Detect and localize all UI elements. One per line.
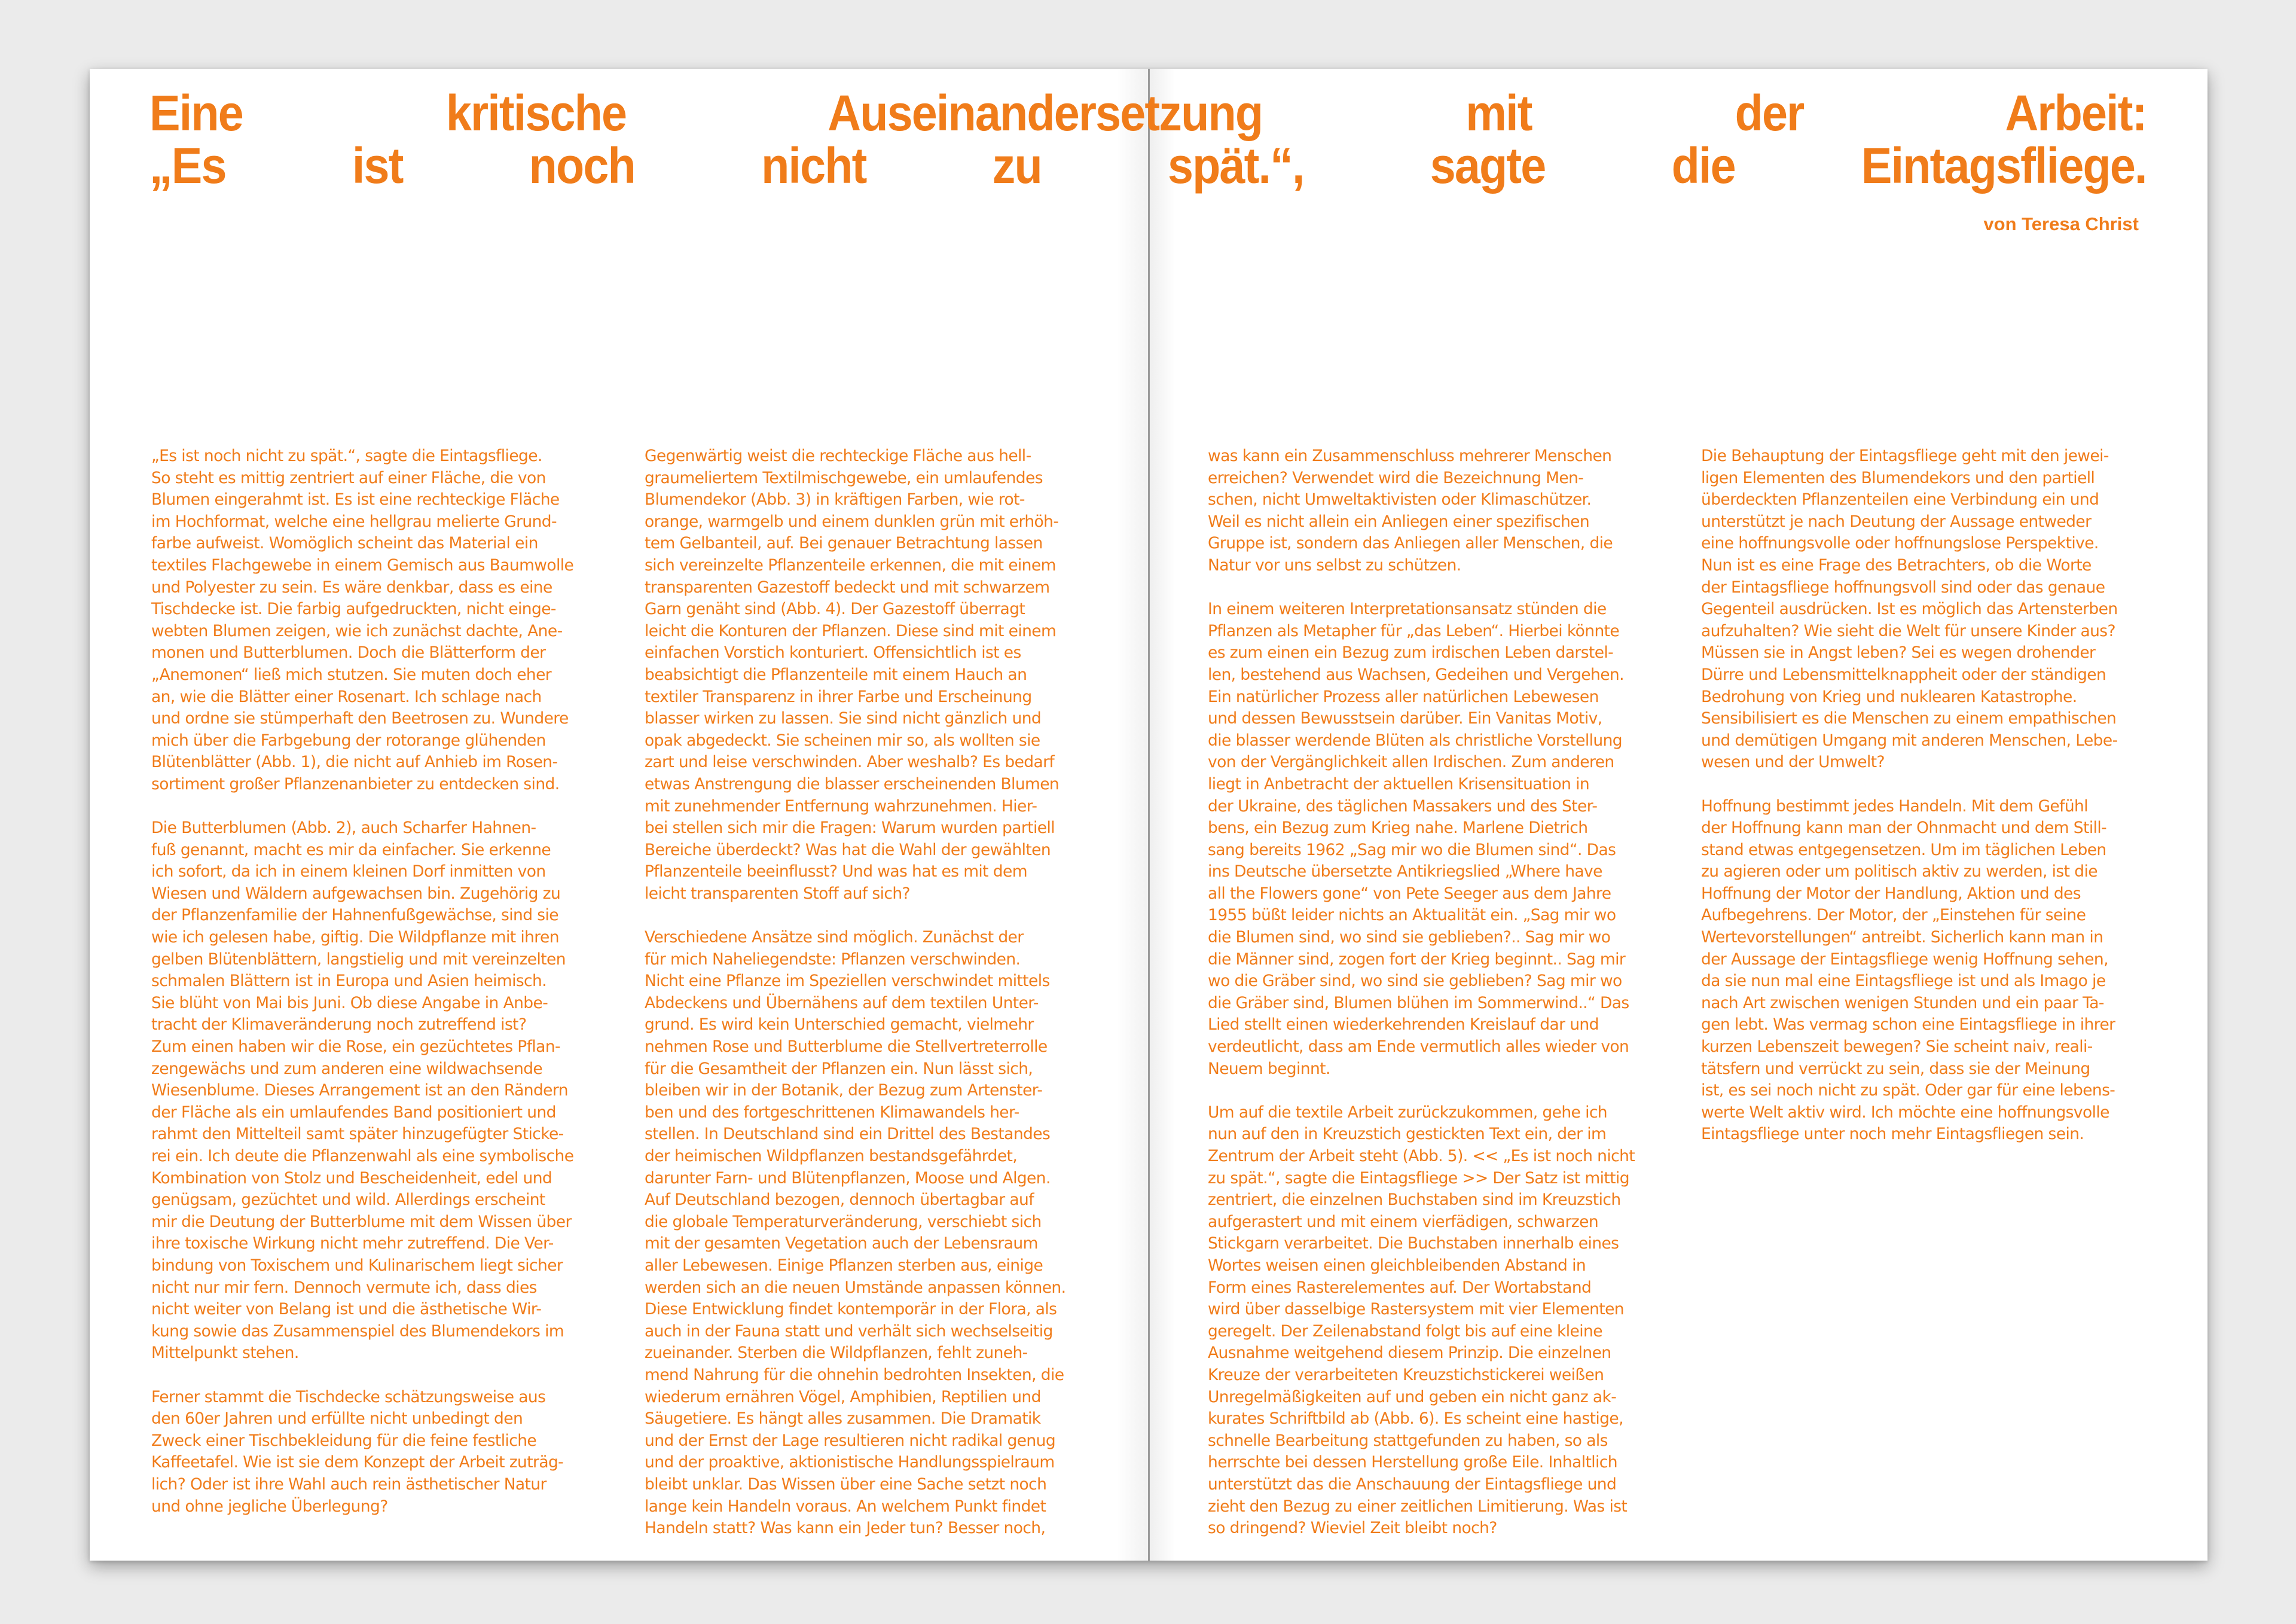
paragraph: Hoffnung bestimmt jedes Handeln. Mit dem Gefühl der Hoffnung kann man der Ohnmacht und dem Still- stand etwas entgegensetzen. Um im täglichen Leben zu agieren oder um politisch aktiv zu werden, ist die Hoffnung der Motor der Handlung, Aktion und des Aufbegehrens. Der Motor, der „Einstehen für seine Wertevorstellungen“ antreibt. Sicherlich kann man in der Aussage der Eintagsfliege wenig Hoffnung sehen, da sie nun mal eine Eintagsfliege ist und als Imago je nach Art zwischen wenigen Stunden und ein paar Ta- gen lebt. Was vermag schon eine Eintagsfliege in ihrer kurzen Lebenszeit bewegen? Sie scheint naiv, reali- tätsfern und verrückt zu sein, dass sie der Meinung ist, es sei noch nicht zu spät. Oder gar für eine lebens- werte Welt aktiv wird. Ich möchte eine hoffnungsvolle Eintagsfliege unter noch mehr Eintagsfliegen sein. xyxy=(1701,796,2115,1144)
text-column-4 xyxy=(1701,445,2155,1168)
headline-text-2: „Es ist noch nicht zu spät.“, sagte die Eintagsfliege. xyxy=(149,138,2147,194)
paragraph: was kann ein Zusammenschluss mehrerer Menschen erreichen? Verwendet wird die Bezeichnung Men- schen, nicht Umweltaktivisten oder Klimaschützer. Weil es nicht allein ein Anliegen einer spezifischen Gruppe ist, sondern das Anliegen aller Menschen, die Natur vor uns selbst zu schützen. xyxy=(1208,447,1613,575)
page-gutter xyxy=(1148,69,1150,1561)
paragraph: Gegenwärtig weist die rechteckige Fläche aus hell- graumeliertem Textilmischgewebe, ein umlaufendes Blumendekor (Abb. 3) in kräftigen Farben, wie rot- orange, warmgelb und einem dunklen grün mit erhöh- tem Gelbanteil, auf. Bei genauer Betrachtung lassen sich vereinzelte Pflanzenteile erkennen, die mit einem transparenten Gazestoff bedeckt und mit schwarzem Garn genäht sind (Abb. 4). Der Gazestoff überragt leicht die Konturen der Pflanzen. Diese sind mit einem einfachen Vorstich konturiert. Offensichtlich ist es beabsichtigt die Pflanzenteile mit einem Hauch an textiler Transparenz in ihrer Farbe und Erscheinung blasser wirken zu lassen. Sie sind nicht gänzlich und opak abgedeckt. Sie scheinen mir so, als wollten sie zart und leise verschwinden. Aber weshalb? Es bedarf etwas Anstrengung die blasser erscheinenden Blumen mit zunehmender Entfernung wahrzunehmen. Hier- bei stellen sich mir die Fragen: Warum wurden partiell Bereiche überdeckt? Was hat die Wahl der gewählten Pflanzenteile beeinflusst? Und was hat es mit dem leicht transparenten Stoff auf sich? xyxy=(645,447,1060,903)
author-byline: von Teresa Christ xyxy=(1983,213,2139,234)
text-column-1 xyxy=(151,445,606,1540)
text-column-3 xyxy=(1208,445,1662,1561)
paragraph: „Es ist noch nicht zu spät.“, sagte die Eintagsfliege. So steht es mittig zentriert auf einer Fläche, die von Blumen eingerahmt ist. Es ist eine rechteckige Fläche im Hochformat, welche eine hellgrau melierte Grund- farbe aufweist. Womöglich scheint das Material ein textiles Flachgewebe in einem Gemisch aus Baumwolle und Polyester zu sein. Es wäre denkbar, dass es eine Tischdecke ist. Die farbig aufgedruckten, nicht einge- webten Blumen zeigen, wie ich zunächst dachte, Ane- monen und Butterblumen. Doch die Blätterform der „Anemonen“ ließ mich stutzen. Sie muten doch eher an, wie die Blätter einer Rosenart. Ich schlage nach und ordne sie stümperhaft den Beetrosen zu. Wundere mich über die Farbgebung der rotorange glühenden Blütenblätter (Abb. 1), die nicht auf Anhieb im Rosen- sortiment großer Pflanzenanbieter zu entdecken sind. xyxy=(151,447,574,793)
paragraph: In einem weiteren Interpretationsansatz stünden die Pflanzen als Metapher für „das Leben“. Hierbei könnte es zum einen ein Bezug zum irdischen Leben darstel- len, bestehend aus Wachsen, Gedeihen und Vergehen. Ein natürlicher Prozess aller natürlichen Lebewesen und dessen Bewusstsein darüber. Ein Vanitas Motiv, die blasser werdende Blüten als christliche Vorstellung von der Vergänglichkeit allen Irdischen. Zum anderen liegt in Anbetracht der aktuellen Krisensituation in der Ukraine, des täglichen Massakers und des Ster- bens, ein Bezug zum Krieg nahe. Marlene Dietrich sang bereits 1962 „Sag mir wo die Blumen sind“. Das ins Deutsche übersetzte Antikriegslied „Where have all the Flowers gone“ von Pete Seeger aus dem Jahre 1955 büßt leider nichts an Aktualität ein. „Sag mir wo die Blumen sind, wo sind sie geblieben?.. Sag mir wo die Männer sind, zogen fort der Krieg beginnt.. Sag mir wo die Gräber sind, wo sind sie geblieben? Sag mir wo die Gräber sind, Blumen blühen im Sommerwind..“ Das Lied stellt einen wiederkehrenden Kreislauf dar und verdeutlicht, dass am Ende vermutlich alles wieder von Neuem beginnt. xyxy=(1208,600,1629,1078)
magazine-spread xyxy=(90,69,2208,1561)
paragraph: Ferner stammt die Tischdecke schätzungsweise aus den 60er Jahren und erfüllte nicht unbedingt den Zweck einer Tischbekleidung für die feine festliche Kaffeetafel. Wie ist sie dem Konzept der Arbeit zuträg- lich? Oder ist ihre Wahl auch rein ästhetischer Natur und ohne jegliche Überlegung? xyxy=(151,1387,564,1516)
paragraph: Die Butterblumen (Abb. 2), auch Scharfer Hahnen- fuß genannt, macht es mir da einfacher. Sie erkenne ich sofort, da ich in einem kleinen Dorf inmitten von Wiesen und Wäldern aufgewachsen bin. Zugehörig zu der Pflanzenfamilie der Hahnenfußgewächse, sind sie wie ich gelesen habe, giftig. Die Wildpflanze mit ihren gelben Blütenblättern, langstielig und mit vereinzelten schmalen Blättern ist in Europa und Asien heimisch. Sie blüht von Mai bis Juni. Ob diese Angabe in Anbe- tracht der Klimaveränderung noch zutreffend ist? Zum einen haben wir die Rose, ein gezüchtetes Pflan- zengewächs und zum anderen eine wildwachsende Wiesenblume. Dieses Arrangement ist an den Rändern der Fläche als ein umlaufendes Band positioniert und rahmt den Mittelteil samt später hinzugefügter Sticke- rei ein. Ich deute die Pflanzenwahl als eine symbolische Kombination von Stolz und Bescheidenheit, edel und genügsam, gezüchtet und wild. Allerdings erscheint mir die Deutung der Butterblume mit dem Wissen über ihre toxische Wirkung nicht mehr zutreffend. Die Ver- bindung von Toxischem und Kulinarischem liegt sicher nicht nur mir fern. Dennoch vermute ich, dass dies nicht weiter von Belang ist und die ästhetische Wir- kung sowie das Zusammenspiel des Blumendekors im Mittelpunkt stehen. xyxy=(151,819,574,1363)
paragraph: Um auf die textile Arbeit zurückzukommen, gehe ich nun auf den in Kreuzstich gestickten Text ein, der im Zentrum der Arbeit steht (Abb. 5). << „Es ist noch nicht zu spät.“, sagte die Eintagsfliege >> Der Satz ist mittig zentriert, die einzelnen Buchstaben sind im Kreuzstich aufgerastert und mit einem vierfädigen, schwarzen Stickgarn verarbeitet. Die Buchstaben innerhalb eines Wortes weisen einen gleichbleibenden Abstand in Form eines Rasterelementes auf. Der Wortabstand wird über dasselbige Rastersystem mit vier Elementen geregelt. Der Zeilenabstand folgt bis auf eine kleine Ausnahme weitgehend diesem Prinzip. Die einzelnen Kreuze der verarbeiteten Kreuzstichstickerei weißen Unregelmäßigkeiten auf und geben ein nicht ganz ak- kurates Schriftbild ab (Abb. 6). Es scheint eine hastige, schnelle Bearbeitung stattgefunden zu haben, so als herrschte bei dessen Herstellung große Eile. Inhaltlich unterstützt das die Anschauung der Eintagsfliege und zieht den Bezug zu einer zeitlichen Limitierung. Was ist so dringend? Wieviel Zeit bleibt noch? xyxy=(1208,1103,1635,1538)
paragraph: Verschiedene Ansätze sind möglich. Zunächst der für mich Naheliegendste: Pflanzen verschwinden. Nicht eine Pflanze im Speziellen verschwindet mittels Abdeckens und Übernähens auf dem textilen Unter- grund. Es wird kein Unterschied gemacht, vielmehr nehmen Rose und Butterblume die Stellvertreterrolle für die Gesamtheit der Pflanzen ein. Nun lässt sich, bleiben wir in der Botanik, der Bezug zum Artenster- ben und des fortgeschrittenen Klimawandels her- stellen. In Deutschland sind ein Drittel des Bestandes der heimischen Wildpflanzen bestandsgefährdet, darunter Farn- und Blütenpflanzen, Moose und Algen. Auf Deutschland bezogen, dennoch übertagbar auf die globale Temperaturveränderung, verschiebt sich mit der gesamten Vegetation auch der Lebensraum aller Lebewesen. Einige Pflanzen sterben aus, einige werden sich an die neuen Umstände anpassen können. Diese Entwicklung findet kontemporär in der Flora, als auch in der Fauna statt und verhält sich wechselseitig zueinander. Sterben die Wildpflanzen, fehlt zuneh- mend Nahrung für die ohnehin bedrohten Insekten, die wiederum ernähren Vögel, Amphibien, Reptilien und Säugetiere. Es hängt alles zusammen. Die Dramatik und der Ernst der Lage resultieren nicht radikal genug und der proaktive, aktionistische Handlungsspielraum bleibt unklar. Das Wissen über eine Sache setzt noch lange kein Handeln voraus. An welchem Punkt findet Handeln statt? Was kann ein Jeder tun? Besser noch, xyxy=(645,928,1066,1538)
headline-line-2 xyxy=(149,138,2147,194)
text-column-2 xyxy=(645,445,1099,1561)
headline-text-1: Eine kritische Auseinandersetzung mit der Arbeit: xyxy=(149,85,2147,141)
headline-line-1 xyxy=(149,85,2147,141)
paragraph: Die Behauptung der Eintagsfliege geht mit den jewei- ligen Elementen des Blumendekors und den partiell überdeckten Pflanzenteilen eine Verbindung ein und unterstützt je nach Deutung der Aussage entweder eine hoffnungsvolle oder hoffnungslose Perspektive. Nun ist es eine Frage des Betrachters, ob die Worte der Eintagsfliege hoffnungsvoll sind oder das genaue Gegenteil ausdrücken. Ist es möglich das Artensterben aufzuhalten? Wie sieht die Welt für unsere Kinder aus? Müssen sie in Angst leben? Sei es wegen drohender Dürre und Lebensmittelknappheit oder der ständigen Bedrohung von Krieg und nuklearen Katastrophe. Sensibilisiert es die Menschen zu einem empathischen und demütigen Umgang mit anderen Menschen, Lebe- wesen und der Umwelt? xyxy=(1701,447,2118,772)
